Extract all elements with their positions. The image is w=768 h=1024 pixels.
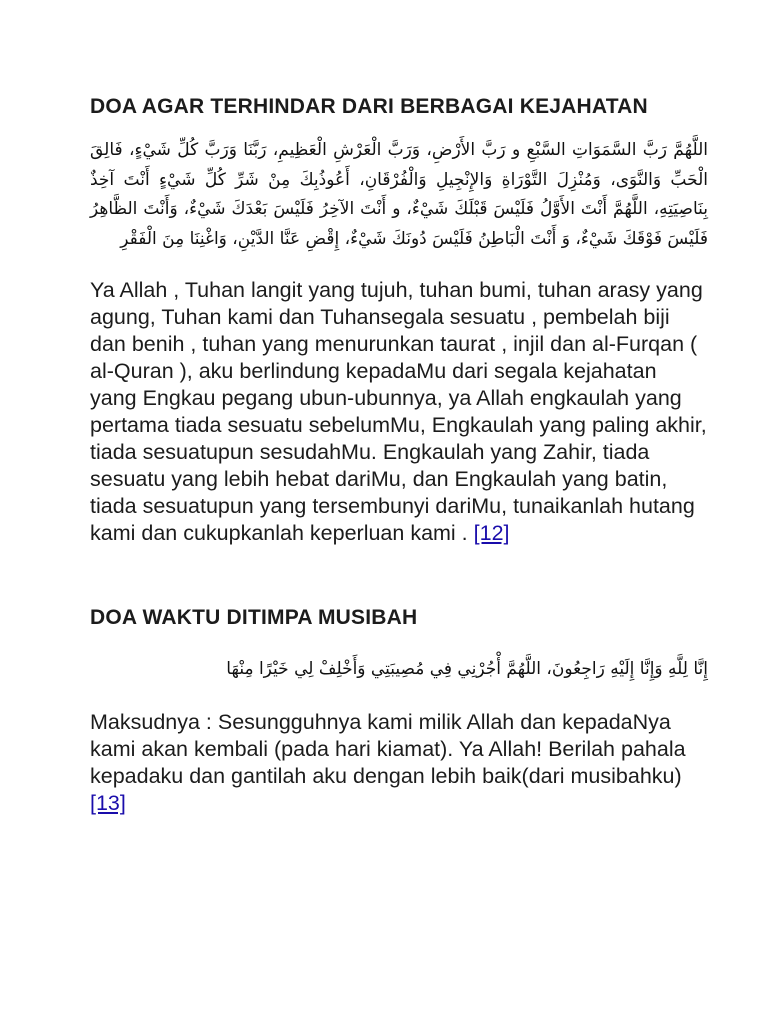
translation-paragraph-kejahatan [90, 277, 708, 547]
section-heading-kejahatan: DOA AGAR TERHINDAR DARI BERBAGAI KEJAHATAN [90, 95, 648, 118]
section-heading-musibah: DOA WAKTU DITIMPA MUSIBAH [90, 606, 418, 629]
translation-paragraph-musibah [90, 709, 708, 817]
arabic-prayer-musibah: إِنَّا لِلَّهِ وَإِنَّا إِلَيْهِ رَاجِعُونَ، اللَّهُمَّ أْجُرْنِي فِي مُصِيبَتِي وَأَخْلِفْ لِي خَيْرًا مِنْهَا [226, 659, 708, 679]
translation-text: Ya Allah , Tuhan langit yang tujuh, tuhan bumi, tuhan arasy yang agung, Tuhan kami dan Tuhansegala sesuatu , pembelah biji dan benih , tuhan yang menurunkan taurat , injil dan al-Furqan ( al-Quran ), aku berlindung kepadaMu dari segala kejahatan yang Engkau pegang ubun-ubunnya, ya Allah engkaulah yang pertama tiada sesuatu sebelumMu, Engkaulah yang paling akhir, tiada sesuatupun sesudahMu. Engkaulah yang Zahir, tiada sesuatu yang lebih hebat dariMu, dan Engkaulah yang batin, tiada sesuatupun yang tersembunyi dariMu, tunaikanlah hutang kami dan cukupkanlah keperluan kami . [90, 278, 707, 545]
translation-text: Maksudnya : Sesungguhnya kami milik Allah dan kepadaNya kami akan kembali (pada hari kiamat). Ya Allah! Berilah pahala kepadaku dan gantilah aku dengan lebih baik(dari musibahku) [90, 709, 686, 788]
arabic-prayer-kejahatan: اللَّهُمَّ رَبَّ السَّمَوَاتِ السَّبْعِ و رَبَّ الأَرْضِ، وَرَبَّ الْعَرْشِ الْعَظِيمِ، رَبَّنَا وَرَبَّ كُلِّ شَيْءٍ، فَالِقَ الْحَبِّ وَالنَّوَى، وَمُنْزِلَ التَّوْرَاةِ وَالإِنْجِيلِ وَالْفُرْقَانِ، أَعُوذُبِكَ مِنْ شَرِّ كُلِّ شَيْءٍ أَنْتَ آخِذٌ بِنَاصِيَتِهِ، اللَّهُمَّ أَنْتَ الأَوَّلُ فَلَيْسَ قَبْلَكَ شَيْءٌ، و أَنْتَ الآخِرُ فَلَيْسَ بَعْدَكَ شَيْءٌ، وَأَنْتَ الظَّاهِرُ فَلَيْسَ فَوْقَكَ شَيْءٌ، وَ أَنْتَ الْبَاطِنُ فَلَيْسَ دُونَكَ شَيْءٌ، إِقْضِ عَنَّا الدَّيْنِ، وَاغْنِنَا مِنَ الْفَقْرِ [90, 140, 708, 249]
reference-link-13[interactable]: [13] [90, 790, 126, 815]
reference-link-12[interactable]: [12] [473, 521, 510, 545]
